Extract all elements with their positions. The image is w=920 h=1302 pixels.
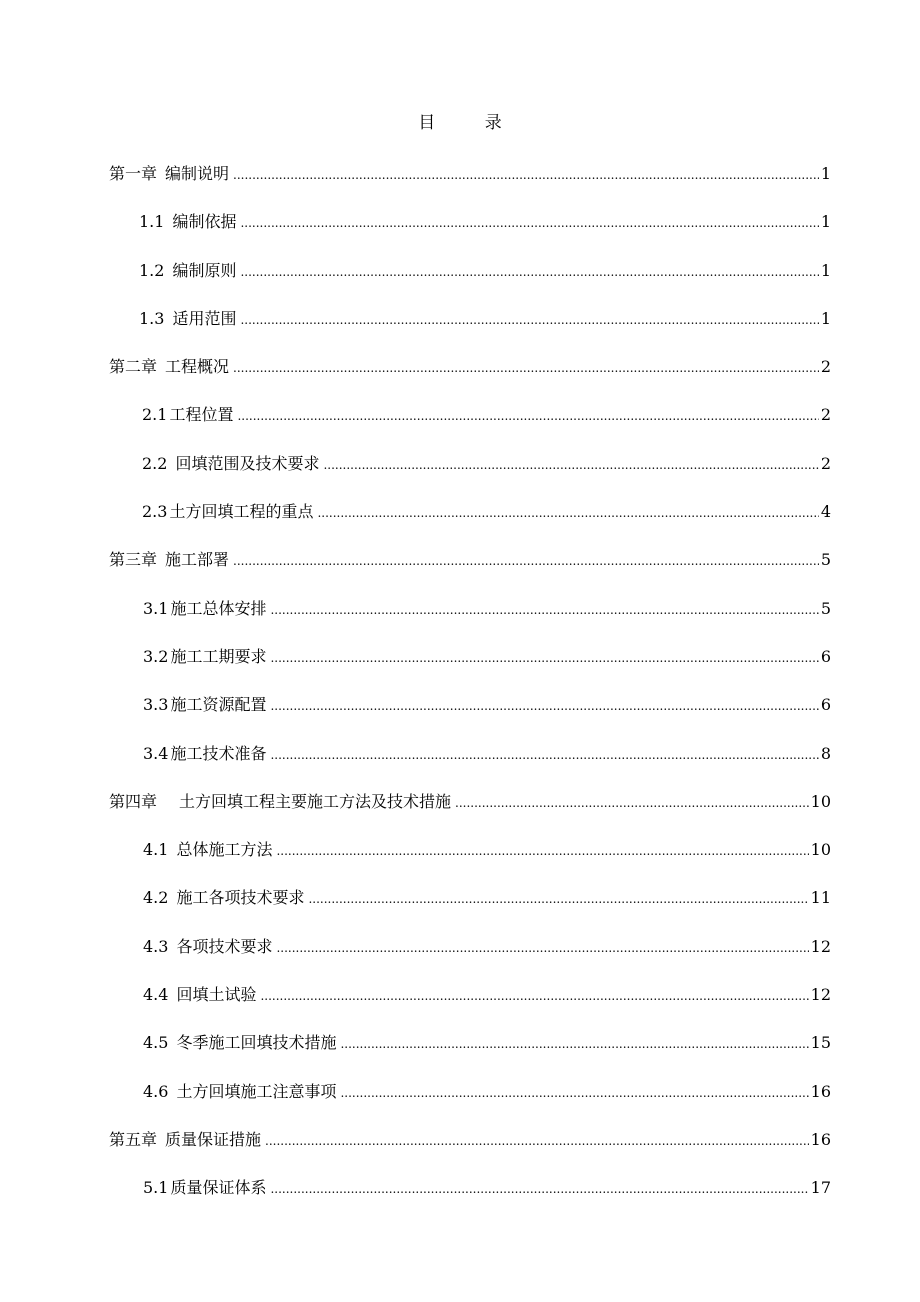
toc-entry-text: 施工部署 bbox=[165, 550, 230, 570]
toc-entry-text: 土方回填施工注意事项 bbox=[176, 1081, 337, 1101]
toc-entry-number: 5.1 bbox=[143, 1178, 169, 1198]
toc-entry-number: 1.2 bbox=[139, 260, 165, 280]
toc-entry[interactable] bbox=[109, 874, 831, 922]
toc-leader-dots bbox=[260, 972, 808, 1020]
toc-entry-text: 土方回填工程主要施工方法及技术措施 bbox=[179, 791, 452, 811]
toc-entry-text: 质量保证措施 bbox=[165, 1129, 262, 1149]
toc-entry-label bbox=[143, 1068, 336, 1116]
toc-entry[interactable] bbox=[109, 1019, 831, 1067]
toc-entry-text: 回填范围及技术要求 bbox=[175, 453, 320, 473]
toc-leader-dots bbox=[270, 731, 818, 779]
toc-leader-dots bbox=[276, 827, 808, 875]
toc-entry[interactable] bbox=[109, 585, 831, 633]
toc-entry-label bbox=[142, 488, 313, 536]
toc-entry-label bbox=[143, 826, 272, 874]
toc-leader-dots bbox=[237, 392, 818, 440]
toc-entry-label bbox=[109, 343, 229, 391]
toc-entry-label bbox=[143, 1164, 266, 1212]
toc-leader-dots bbox=[233, 151, 819, 199]
toc-entry[interactable] bbox=[109, 391, 831, 439]
toc-entry-label bbox=[143, 1019, 336, 1067]
toc-entry-page: 10 bbox=[810, 840, 831, 860]
toc-entry-page: 2 bbox=[820, 357, 831, 377]
toc-entry-label bbox=[143, 971, 256, 1019]
toc-leader-dots bbox=[276, 924, 808, 972]
toc-entry-text: 适用范围 bbox=[172, 308, 237, 328]
toc-entry-page: 1 bbox=[820, 212, 831, 232]
toc-entry-page: 2 bbox=[820, 405, 831, 425]
toc-entry-label bbox=[143, 874, 304, 922]
toc-entry-page: 11 bbox=[810, 888, 831, 908]
toc-entry-label bbox=[139, 295, 236, 343]
toc-entry-text: 工程概况 bbox=[165, 357, 230, 377]
toc-entry-label bbox=[139, 247, 236, 295]
toc-entry[interactable] bbox=[109, 826, 831, 874]
toc-entry-text: 各项技术要求 bbox=[176, 936, 273, 956]
toc-entry-text: 施工总体安排 bbox=[170, 598, 267, 618]
toc-entry-text: 施工技术准备 bbox=[170, 743, 267, 763]
toc-entry-text: 编制原则 bbox=[172, 260, 237, 280]
toc-leader-dots bbox=[308, 875, 808, 923]
toc-leader-dots bbox=[270, 634, 818, 682]
toc-title: 目 录 bbox=[418, 113, 524, 133]
toc-entry-number: 2.1 bbox=[142, 405, 168, 425]
toc-entry[interactable] bbox=[109, 488, 831, 536]
toc-entry-page: 8 bbox=[820, 743, 831, 763]
toc-entry[interactable] bbox=[109, 1164, 831, 1212]
toc-entry-label bbox=[143, 923, 272, 971]
toc-entry[interactable] bbox=[109, 1116, 831, 1164]
toc-entry-page: 10 bbox=[810, 791, 831, 811]
toc-entry-text: 土方回填工程的重点 bbox=[169, 502, 314, 522]
toc-entry[interactable] bbox=[109, 295, 831, 343]
toc-entry[interactable] bbox=[109, 681, 831, 729]
toc-entry[interactable] bbox=[109, 198, 831, 246]
toc-entry[interactable] bbox=[109, 923, 831, 971]
toc-entry-page: 6 bbox=[820, 695, 831, 715]
toc-entry-text: 总体施工方法 bbox=[176, 840, 273, 860]
toc-entry-number: 4.6 bbox=[143, 1081, 169, 1101]
toc-entry-number: 第五章 bbox=[109, 1129, 158, 1149]
toc-entry-number: 第一章 bbox=[109, 164, 158, 183]
toc-entry-number: 第四章 bbox=[109, 791, 158, 811]
toc-entry-label bbox=[139, 198, 236, 246]
toc-entry-label bbox=[143, 730, 266, 778]
toc-leader-dots bbox=[240, 296, 818, 344]
toc-entry-number: 4.4 bbox=[143, 985, 169, 1005]
toc-leader-dots bbox=[323, 441, 818, 489]
toc-entry-page: 1 bbox=[820, 308, 831, 328]
toc-leader-dots bbox=[317, 489, 818, 537]
toc-leader-dots bbox=[233, 344, 819, 392]
toc-leader-dots bbox=[340, 1069, 808, 1117]
toc-entry-label bbox=[143, 681, 266, 729]
toc-entry-page: 1 bbox=[820, 260, 831, 280]
toc-entry[interactable] bbox=[109, 1068, 831, 1116]
toc-entry[interactable] bbox=[109, 971, 831, 1019]
toc-entry[interactable] bbox=[109, 247, 831, 295]
toc-entry[interactable] bbox=[109, 440, 831, 488]
toc-entry-text: 编制依据 bbox=[172, 212, 237, 232]
toc-entry-number: 2.2 bbox=[142, 453, 168, 473]
toc-entry[interactable] bbox=[109, 343, 831, 391]
toc-leader-dots bbox=[233, 537, 819, 585]
toc-entry-text: 回填土试验 bbox=[176, 985, 257, 1005]
toc-entry[interactable] bbox=[109, 633, 831, 681]
toc-entry-page: 16 bbox=[810, 1129, 831, 1149]
toc-entry-number: 1.1 bbox=[139, 212, 165, 232]
toc-leader-dots bbox=[340, 1020, 808, 1068]
toc-leader-dots bbox=[240, 248, 818, 296]
toc-entry-label bbox=[142, 391, 233, 439]
toc-entry-text: 质量保证体系 bbox=[170, 1178, 267, 1198]
toc-entry-page: 16 bbox=[810, 1081, 831, 1101]
toc-entry-page: 12 bbox=[810, 936, 831, 956]
toc-entry-label bbox=[143, 633, 266, 681]
toc-entry-text: 施工资源配置 bbox=[170, 695, 267, 715]
toc-entry-page: 5 bbox=[820, 550, 831, 570]
toc-entry-number: 3.2 bbox=[143, 646, 169, 666]
toc-entry[interactable] bbox=[109, 778, 831, 826]
toc-entry-label bbox=[109, 778, 451, 826]
toc-entry-number: 3.4 bbox=[143, 743, 169, 763]
toc-entry-page: 17 bbox=[810, 1178, 831, 1198]
toc-entry-number: 第二章 bbox=[109, 357, 158, 377]
toc-entry-text: 冬季施工回填技术措施 bbox=[176, 1033, 337, 1053]
toc-entry-number: 2.3 bbox=[142, 502, 168, 522]
toc-leader-dots bbox=[240, 199, 818, 247]
toc-entry-text: 施工各项技术要求 bbox=[176, 888, 305, 908]
toc-entry-page: 12 bbox=[810, 985, 831, 1005]
toc-leader-dots bbox=[270, 682, 818, 730]
toc-entry-page: 5 bbox=[820, 598, 831, 618]
toc-entry-number: 3.1 bbox=[143, 598, 169, 618]
toc-entry[interactable] bbox=[109, 730, 831, 778]
toc-leader-dots bbox=[270, 1165, 808, 1213]
toc-leader-dots bbox=[270, 586, 818, 634]
toc-entry-text: 编制说明 bbox=[165, 164, 230, 183]
toc-entry-number: 3.3 bbox=[143, 695, 169, 715]
toc-entry-page: 6 bbox=[820, 646, 831, 666]
toc-entry-page: 4 bbox=[820, 502, 831, 522]
toc-entry[interactable] bbox=[109, 150, 831, 198]
toc-entry-page: 15 bbox=[810, 1033, 831, 1053]
toc-entry-page: 2 bbox=[820, 453, 831, 473]
toc-entry-number: 第三章 bbox=[109, 550, 158, 570]
toc-entry-label bbox=[109, 536, 229, 584]
toc-entry-label bbox=[109, 150, 229, 198]
toc-entry[interactable] bbox=[109, 536, 831, 584]
toc-entry-label bbox=[142, 440, 319, 488]
toc-entry-number: 4.5 bbox=[143, 1033, 169, 1053]
toc-leader-dots bbox=[265, 1117, 809, 1165]
toc-entry-label bbox=[109, 1116, 261, 1164]
toc-leader-dots bbox=[455, 779, 809, 827]
toc-entry-number: 4.3 bbox=[143, 936, 169, 956]
toc-entry-label bbox=[143, 585, 266, 633]
toc-entry-text: 工程位置 bbox=[169, 405, 234, 425]
toc-entry-number: 1.3 bbox=[139, 308, 165, 328]
toc-entry-text: 施工工期要求 bbox=[170, 646, 267, 666]
toc-entry-page: 1 bbox=[820, 164, 831, 183]
toc-entry-number: 4.1 bbox=[143, 840, 169, 860]
toc-list bbox=[109, 150, 831, 1213]
toc-entry-number: 4.2 bbox=[143, 888, 169, 908]
